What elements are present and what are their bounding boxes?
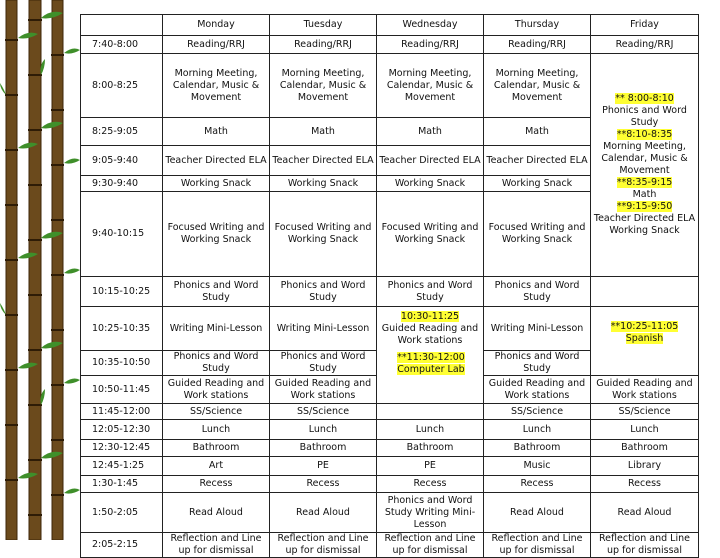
schedule-cell: Teacher Directed ELA — [163, 146, 270, 176]
schedule-cell: Math — [484, 118, 591, 146]
schedule-cell: Guided Reading and Work stations — [270, 376, 377, 404]
time-cell: 8:25-9:05 — [81, 118, 163, 146]
schedule-cell: Library — [591, 457, 699, 476]
schedule-cell: Morning Meeting, Calendar, Music & Movement — [270, 54, 377, 118]
schedule-cell: Bathroom — [270, 440, 377, 457]
schedule-cell: Focused Writing and Working Snack — [163, 192, 270, 277]
time-cell: 2:05-2:15 — [81, 533, 163, 558]
time-cell: 10:15-10:25 — [81, 277, 163, 307]
schedule-cell: Phonics and Word Study — [484, 277, 591, 307]
schedule-cell: Phonics and Word Study — [270, 351, 377, 376]
table-row — [81, 476, 699, 493]
schedule-cell: Phonics and Word Study — [377, 277, 484, 307]
friday-activity-2: Morning Meeting, Calendar, Music & Movement — [601, 141, 688, 176]
time-cell: 11:45-12:00 — [81, 404, 163, 420]
schedule-cell: Reading/RRJ — [270, 36, 377, 54]
schedule-cell: Bathroom — [163, 440, 270, 457]
time-cell: 10:50-11:45 — [81, 376, 163, 404]
schedule-cell: Focused Writing and Working Snack — [377, 192, 484, 277]
schedule-cell: Writing Mini-Lesson — [484, 307, 591, 351]
schedule-cell: Phonics and Word Study Writing Mini-Lesson — [377, 493, 484, 533]
wednesday-computer-lab — [377, 404, 484, 420]
schedule-cell: PE — [270, 457, 377, 476]
schedule-cell: SS/Science — [484, 404, 591, 420]
day-header-wednesday: Wednesday — [377, 15, 484, 36]
schedule-cell: Music — [484, 457, 591, 476]
day-header-thursday: Thursday — [484, 15, 591, 36]
time-cell: 9:05-9:40 — [81, 146, 163, 176]
friday-time-4: **9:15-9:50 — [616, 201, 673, 212]
time-cell: 9:40-10:15 — [81, 192, 163, 277]
table-row — [81, 54, 699, 118]
schedule-cell: Phonics and Word Study — [270, 277, 377, 307]
schedule-cell: Guided Reading and Work stations — [484, 376, 591, 404]
schedule-cell: Working Snack — [163, 176, 270, 192]
schedule-cell: Phonics and Word Study — [484, 351, 591, 376]
schedule-cell: Reflection and Line up for dismissal — [163, 533, 270, 558]
schedule-cell: Reading/RRJ — [377, 36, 484, 54]
schedule-cell: Recess — [377, 476, 484, 493]
wednesday-guided-label: Guided Reading and Work stations — [381, 323, 479, 346]
day-header-tuesday: Tuesday — [270, 15, 377, 36]
time-cell: 7:40-8:00 — [81, 36, 163, 54]
schedule-cell: Art — [163, 457, 270, 476]
schedule-cell: Phonics and Word Study — [163, 277, 270, 307]
schedule-cell: Teacher Directed ELA — [270, 146, 377, 176]
schedule-cell: Reflection and Line up for dismissal — [270, 533, 377, 558]
schedule-cell: Guided Reading and Work stations — [591, 376, 699, 404]
time-cell: 1:30-1:45 — [81, 476, 163, 493]
schedule-cell: Teacher Directed ELA — [484, 146, 591, 176]
time-cell: 10:25-10:35 — [81, 307, 163, 351]
schedule-cell: Lunch — [591, 420, 699, 440]
time-cell: 8:00-8:25 — [81, 54, 163, 118]
schedule-cell: SS/Science — [270, 404, 377, 420]
corner-cell — [81, 15, 163, 36]
schedule-cell: SS/Science — [591, 404, 699, 420]
table-row — [81, 533, 699, 558]
schedule-cell: Guided Reading and Work stations — [163, 376, 270, 404]
day-header-monday: Monday — [163, 15, 270, 36]
schedule-cell: Focused Writing and Working Snack — [484, 192, 591, 277]
schedule-cell: Morning Meeting, Calendar, Music & Movement — [377, 54, 484, 118]
schedule-cell: Morning Meeting, Calendar, Music & Movement — [484, 54, 591, 118]
schedule-cell: Read Aloud — [484, 493, 591, 533]
schedule-cell: Reflection and Line up for dismissal — [377, 533, 484, 558]
schedule-cell: PE — [377, 457, 484, 476]
friday-time-2: **8:10-8:35 — [616, 129, 673, 140]
table-row — [81, 493, 699, 533]
friday-spanish — [591, 307, 699, 376]
schedule-cell: Phonics and Word Study — [163, 351, 270, 376]
schedule-cell: Read Aloud — [163, 493, 270, 533]
friday-activity-5: Working Snack — [609, 225, 680, 236]
schedule-cell: Read Aloud — [270, 493, 377, 533]
schedule-cell — [591, 277, 699, 307]
wednesday-guided-time: 10:30-11:25 — [400, 311, 460, 322]
time-cell: 10:35-10:50 — [81, 351, 163, 376]
table-row — [81, 440, 699, 457]
time-cell: 12:30-12:45 — [81, 440, 163, 457]
schedule-cell: Recess — [163, 476, 270, 493]
schedule-cell: Working Snack — [377, 176, 484, 192]
schedule-cell: Lunch — [484, 420, 591, 440]
friday-spanish-label: Spanish — [625, 333, 664, 344]
schedule-cell: Morning Meeting, Calendar, Music & Movement — [163, 54, 270, 118]
schedule-cell: Focused Writing and Working Snack — [270, 192, 377, 277]
time-cell: 1:50-2:05 — [81, 493, 163, 533]
schedule-cell: Writing Mini-Lesson — [163, 307, 270, 351]
friday-activity-4: Teacher Directed ELA — [593, 213, 696, 224]
schedule-cell: Recess — [591, 476, 699, 493]
schedule-cell: Lunch — [377, 420, 484, 440]
time-cell: 12:05-12:30 — [81, 420, 163, 440]
schedule-cell: Math — [270, 118, 377, 146]
friday-time-1: ** 8:00-8:10 — [615, 93, 674, 104]
computer-lab-label: Computer Lab — [397, 364, 465, 375]
schedule-cell: Reflection and Line up for dismissal — [591, 533, 699, 558]
schedule-cell: Lunch — [270, 420, 377, 440]
computer-lab-overlay — [378, 352, 484, 376]
schedule-cell: Reading/RRJ — [163, 36, 270, 54]
header-row — [81, 15, 699, 36]
schedule-cell: Recess — [484, 476, 591, 493]
computer-lab-time: **11:30-12:00 — [397, 352, 465, 363]
time-cell: 9:30-9:40 — [81, 176, 163, 192]
table-row — [81, 404, 699, 420]
schedule-cell: Teacher Directed ELA — [377, 146, 484, 176]
schedule-cell: Recess — [270, 476, 377, 493]
bamboo-decoration — [0, 0, 82, 540]
table-row — [81, 457, 699, 476]
schedule-cell: Math — [377, 118, 484, 146]
schedule-cell: Math — [163, 118, 270, 146]
schedule-table — [80, 14, 699, 558]
schedule-cell: Writing Mini-Lesson — [270, 307, 377, 351]
friday-early-block — [591, 54, 699, 277]
schedule-cell: Bathroom — [591, 440, 699, 457]
schedule-cell: Lunch — [163, 420, 270, 440]
schedule-cell: Reading/RRJ — [484, 36, 591, 54]
schedule-cell: Working Snack — [270, 176, 377, 192]
table-row — [81, 277, 699, 307]
schedule-cell: Bathroom — [484, 440, 591, 457]
friday-activity-3: Math — [632, 189, 657, 200]
schedule-cell: Bathroom — [377, 440, 484, 457]
schedule-cell: Read Aloud — [591, 493, 699, 533]
friday-activity-1: Phonics and Word Study — [602, 105, 687, 128]
schedule-cell: Working Snack — [484, 176, 591, 192]
schedule-cell: SS/Science — [163, 404, 270, 420]
day-header-friday: Friday — [591, 15, 699, 36]
friday-time-3: **8:35-9:15 — [616, 177, 673, 188]
time-cell: 12:45-1:25 — [81, 457, 163, 476]
schedule-cell: Reflection and Line up for dismissal — [484, 533, 591, 558]
table-row — [81, 307, 699, 351]
table-row — [81, 420, 699, 440]
friday-spanish-time: **10:25-11:05 — [610, 321, 679, 332]
schedule-cell: Reading/RRJ — [591, 36, 699, 54]
table-row — [81, 36, 699, 54]
